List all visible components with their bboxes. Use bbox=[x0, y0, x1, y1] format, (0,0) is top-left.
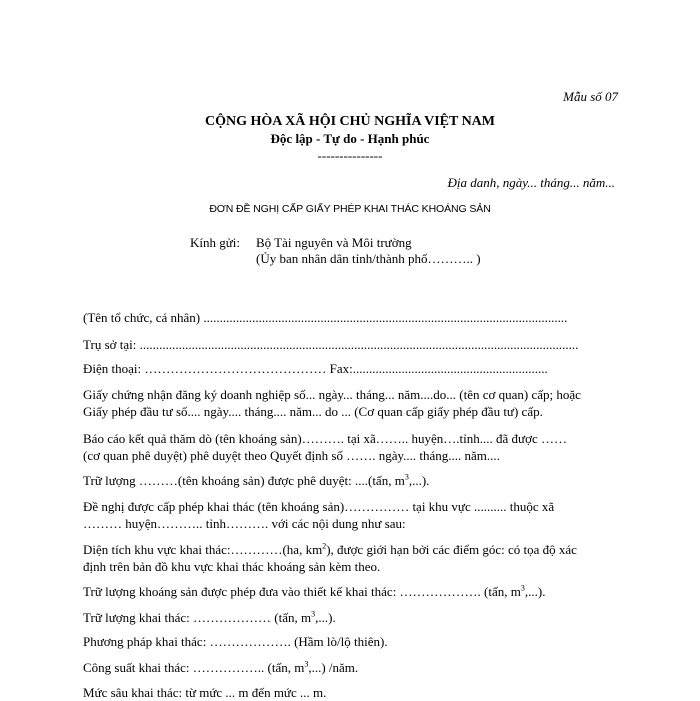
recipient-line-2: (Ủy ban nhân dân tỉnh/thành phố……….. ) bbox=[256, 251, 481, 266]
phone-fax-line: Điện thoại: …………………………………… Fax:............................................................ bbox=[83, 361, 548, 376]
business-cert-line-1: Giấy chứng nhận đăng ký doanh nghiệp số... ngày... tháng... năm....do... (tên cơ quan) cấp; hoặc bbox=[83, 387, 581, 402]
national-title: CỘNG HÒA XÃ HỘI CHỦ NGHĨA VIỆT NAM bbox=[204, 114, 495, 129]
national-motto: Độc lập - Tự do - Hạnh phúc bbox=[270, 131, 430, 146]
document-title: ĐƠN ĐỀ NGHỊ CẤP GIẤY PHÉP KHAI THÁC KHOÁNG SẢN bbox=[209, 203, 491, 215]
capacity-exponent: 3 bbox=[304, 659, 309, 669]
capacity-text: Công suất khai thác: …………….. (tấn, m bbox=[83, 660, 305, 675]
design-reserves-unit-end: ,...). bbox=[524, 584, 546, 599]
area-text: Diện tích khu vực khai thác:…………(ha, km bbox=[83, 542, 323, 557]
approved-reserves-text: Trữ lượng ………(tên khoáng sản) được phê duyệt: ....(tấn, m bbox=[83, 473, 405, 488]
request-line-1: Đề nghị được cấp phép khai thác (tên khoáng sản)…………… tại khu vực .......... thuộc xã bbox=[83, 499, 555, 514]
area-line-2: định trên bản đồ khu vực khai thác khoáng sản kèm theo. bbox=[83, 559, 381, 574]
mining-reserves-text: Trữ lượng khai thác: ……………… (tấn, m bbox=[83, 610, 312, 625]
business-cert-line-2: Giấy phép đầu tư số.... ngày.... tháng.... năm... do ... (Cơ quan cấp giấy phép đầu tư) cấp. bbox=[83, 404, 543, 419]
request-line-2: ……… huyện……….. tỉnh………. với các nội dung như sau: bbox=[83, 516, 406, 531]
area-text-end: ), được giới hạn bởi các điểm góc: có tọa độ xác bbox=[326, 542, 577, 557]
mining-reserves-line bbox=[83, 610, 336, 626]
design-reserves-text: Trữ lượng khoáng sản được phép đưa vào thiết kế khai thác: ………………. (tấn, m bbox=[83, 584, 521, 599]
mining-depth-line: Mức sâu khai thác: từ mức ... m đến mức ... m. bbox=[83, 685, 327, 700]
mining-reserves-unit-end: ,...). bbox=[315, 610, 336, 625]
exploration-line-2: (cơ quan phê duyệt) phê duyệt theo Quyết định số ……. ngày.... tháng.... năm.... bbox=[83, 448, 500, 463]
head-office-line: Trụ sở tại: ....................................................................................................................................... bbox=[83, 337, 579, 352]
recipient-label: Kính gửi: bbox=[190, 235, 241, 250]
capacity-text-end: ,...) /năm. bbox=[308, 660, 359, 675]
approved-reserves-exponent: 3 bbox=[404, 472, 409, 482]
approved-reserves-line bbox=[83, 473, 429, 489]
applicant-line: (Tên tổ chức, cá nhân) ................................................................................................................ bbox=[83, 310, 568, 325]
header-separator: --------------- bbox=[317, 148, 383, 163]
recipient-line-1: Bộ Tài nguyên và Môi trường bbox=[256, 235, 412, 250]
area-exponent: 2 bbox=[322, 541, 327, 551]
approved-reserves-unit-end: ,...). bbox=[408, 473, 430, 488]
form-number: Mẫu số 07 bbox=[563, 89, 618, 104]
mining-reserves-exponent: 3 bbox=[311, 609, 316, 619]
area-line-1 bbox=[83, 542, 577, 558]
design-reserves-line bbox=[83, 584, 545, 600]
design-reserves-exponent: 3 bbox=[520, 583, 525, 593]
place-date-line: Địa danh, ngày... tháng... năm... bbox=[447, 175, 615, 190]
exploration-line-1: Báo cáo kết quả thăm dò (tên khoáng sản)………. tại xã…….. huyện….tỉnh.... đã được …… bbox=[83, 431, 567, 446]
mining-method-line: Phương pháp khai thác: ………………. (Hầm lò/lộ thiên). bbox=[83, 634, 388, 649]
capacity-line bbox=[83, 660, 358, 676]
